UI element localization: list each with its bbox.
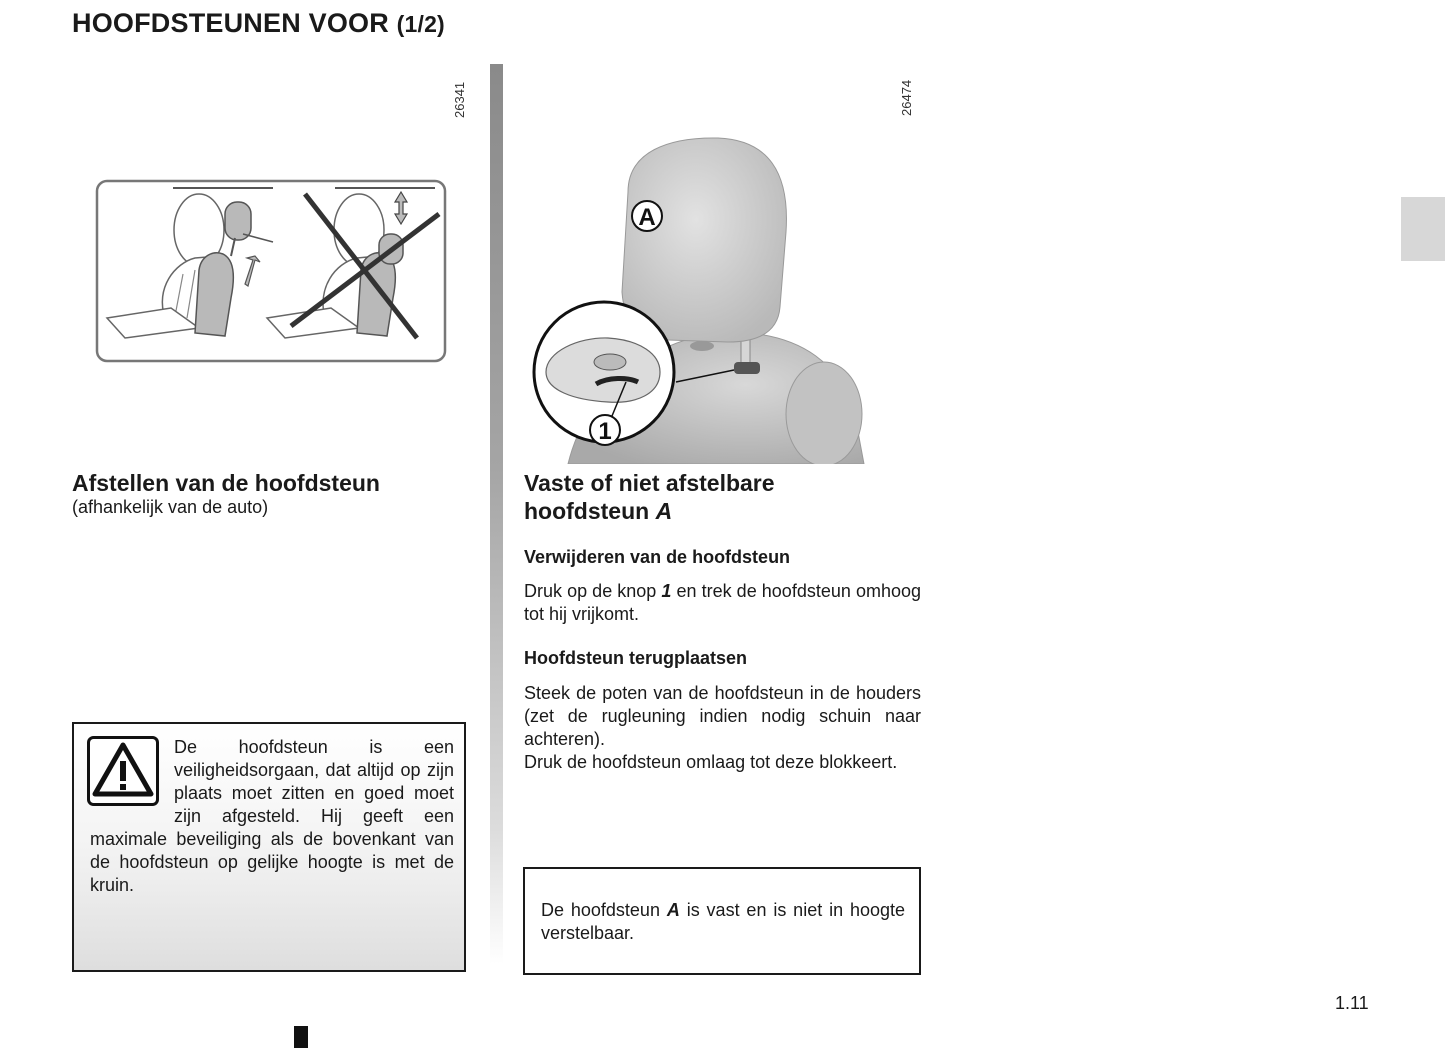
section-tab-marker xyxy=(1401,197,1445,261)
page-title xyxy=(72,8,445,39)
remove-text-ref: 1 xyxy=(661,581,672,601)
replace-text-para2: Druk de hoofdsteun omlaag tot deze blokkeert. xyxy=(524,752,898,772)
warning-text-content: De hoofdsteun is een veiligheidsorgaan, dat altijd op zijn plaats moet zitten en goed moet zijn afgesteld. Hij geeft een maximale beveiliging als de bovenkant van de hoofdsteun op gelijke hoogte is met de kruin. xyxy=(90,737,454,895)
note-text xyxy=(541,899,905,945)
note-box xyxy=(523,867,921,975)
figure-code-right: 26474 xyxy=(899,79,914,116)
footer-mark xyxy=(294,1026,308,1048)
warning-text xyxy=(90,736,454,897)
right-heading xyxy=(524,469,775,525)
page-part: (1/2) xyxy=(396,11,445,37)
fixed-headrest-illustration xyxy=(528,132,868,464)
warning-box xyxy=(72,722,466,972)
note-text-ref: A xyxy=(666,900,680,920)
figure-code-left: 26341 xyxy=(452,81,467,118)
right-heading-line1: Vaste of niet afstelbare xyxy=(524,470,775,496)
section-remove-heading: Verwijderen van de hoofdsteun xyxy=(524,547,791,567)
remove-text-post: en trek de hoofdsteun omhoog tot hij vrijkomt. xyxy=(524,581,921,624)
left-subheading: (afhankelijk van de auto) xyxy=(72,497,269,517)
column-divider xyxy=(490,64,503,964)
headrest-adjustment-illustration xyxy=(95,178,447,364)
page-number: 1.11 xyxy=(1335,993,1369,1013)
remove-text-pre: Druk op de knop xyxy=(524,581,662,601)
label-1: 1 xyxy=(598,418,612,445)
note-text-post: is vast en is niet in hoogte verstelbaar. xyxy=(541,900,906,943)
page-title-text: HOOFDSTEUNEN VOOR xyxy=(72,8,389,38)
left-heading: Afstellen van de hoofdsteun xyxy=(72,470,380,496)
section-replace-heading: Hoofdsteun terugplaatsen xyxy=(524,648,748,668)
right-heading-line2 xyxy=(524,497,775,525)
right-heading-ref: A xyxy=(655,498,673,524)
label-a: A xyxy=(638,204,656,231)
section-replace-text xyxy=(524,682,921,774)
right-heading-text: hoofdsteun xyxy=(524,498,650,524)
replace-text-para1: Steek de poten van de hoofdsteun in de houders (zet de rugleuning indien nodig schuin naar achteren). xyxy=(524,683,921,749)
section-remove-text xyxy=(524,580,921,626)
note-text-pre: De hoofdsteun xyxy=(541,900,667,920)
